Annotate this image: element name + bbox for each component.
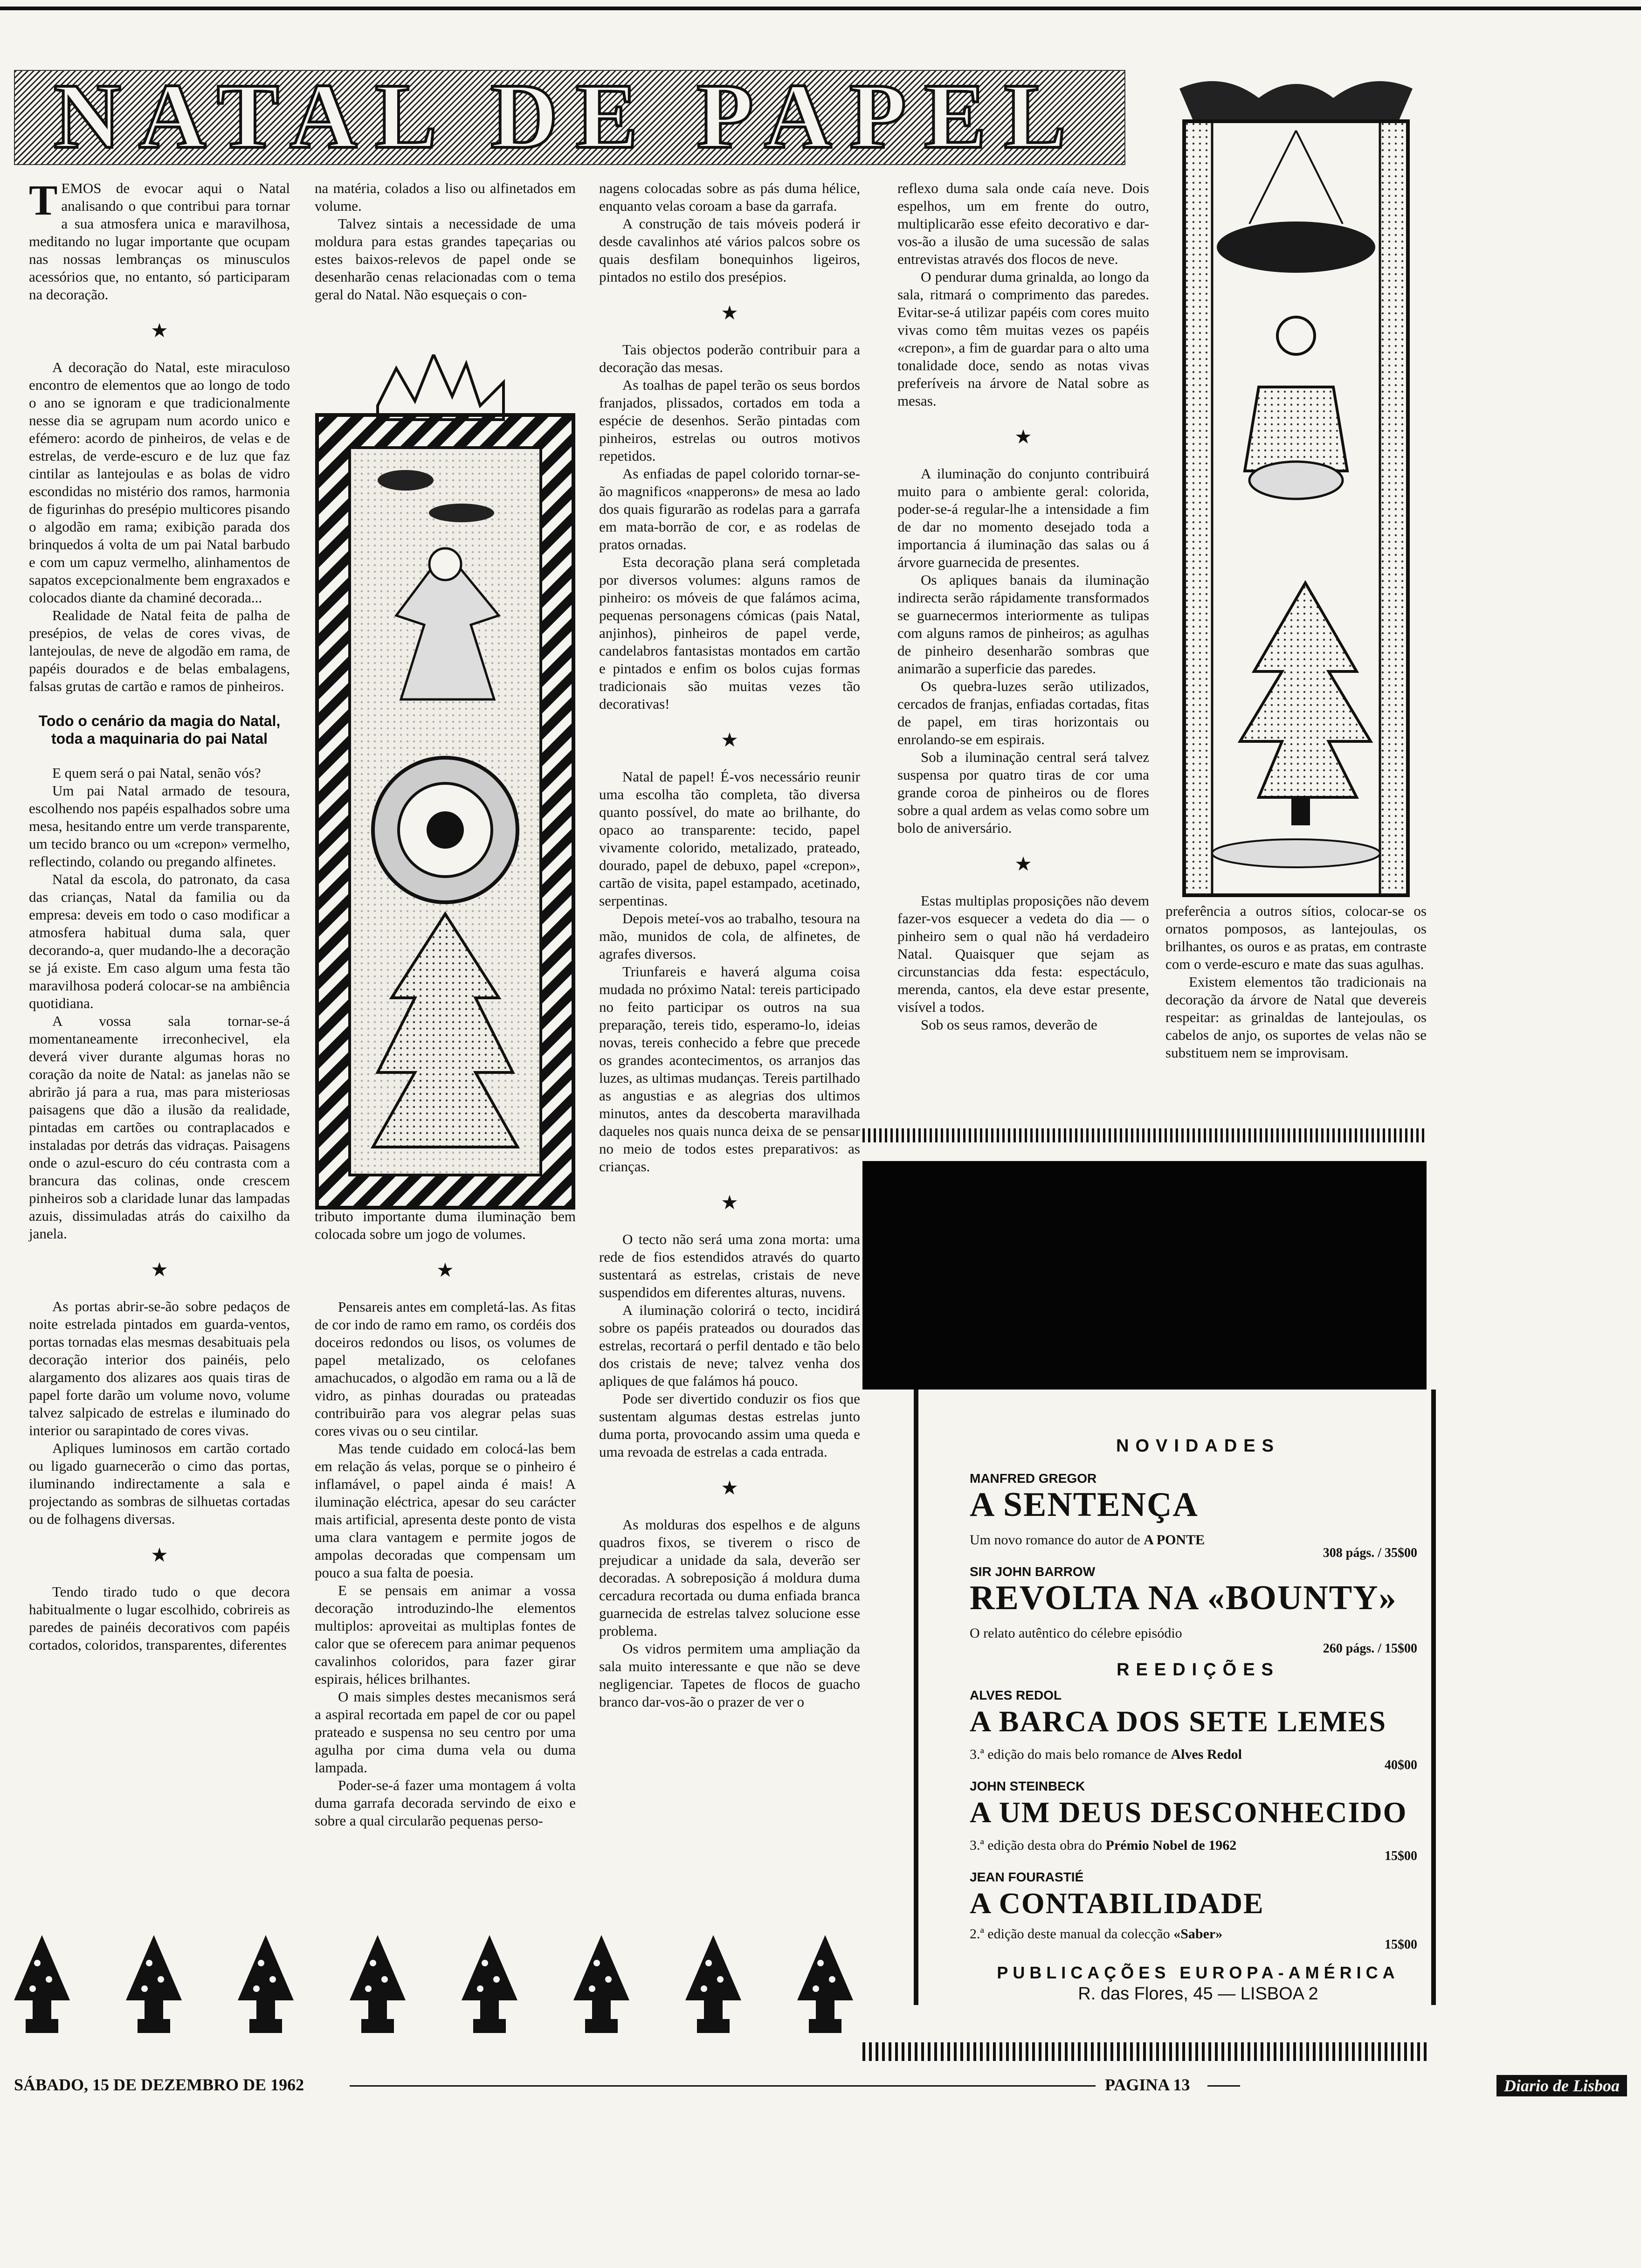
col1-p3: Realidade de Natal feita de palha de presépios, de velas de cores vivas, de lantejoulas, de neve de algodão em rama, de papéis dourados e de belas embalagens, falsas grutas de cartão e ramos de pinheiros. <box>29 607 290 694</box>
ad-book4-price: 15$00 <box>1385 1849 1417 1863</box>
col3-p11: A iluminação colorirá o tecto, incidirá sobre os papéis prateados ou dourados das estrelas, recortará o perfil dentado e tão belo dos cristais de neve; talvez venha dos apliques de que falámos há pouco. <box>599 1302 860 1389</box>
column-2-top <box>315 180 576 304</box>
col1-p7: A vossa sala tornar-se-á momentaneamente irreconhecivel, ela deverá viver durante algumas horas no coração da noite de Natal: as janelas não se abrirão já para a rua, mas para misteriosas paisagens que dão a ilusão da realidade, pintadas em cartões ou contraplacados e instaladas por detrás das vidraças. Paisagens onde o azul-escuro do céu contrasta com a brancura das colinas, onde crescem pinheiros sob a claridade lunar das lampadas azuis, dissimuladas atrás do caixilho da janela. <box>29 1013 290 1242</box>
christmas-trees-border <box>14 1930 1380 2038</box>
col3-p7: Natal de papel! É-vos necessário reunir uma escolha tão completa, tão diversa quanto possível, do mate ao brilhante, do opaco ao transparente: tecido, papel vivamente colorido, metalizado, prateado, dourado, papel de debuxo, papel «crepon», cartão de visita, papel estampado, acetinado, serpentinas. <box>599 768 860 909</box>
col3-p10: O tecto não será uma zona morta: uma rede de fios estendidos através do quarto sustentará as estrelas, cristais de neve suspendidos em diferentes alturas, nuvens. <box>599 1231 860 1300</box>
column-2-bottom <box>315 1208 576 1830</box>
col3-p1: nagens colocadas sobre as pás duma hélice, enquanto velas coroam a base da garrafa. <box>599 180 860 214</box>
tree-icon <box>350 1935 406 2033</box>
star-icon: ★ <box>436 1260 454 1281</box>
col2-p4: Pensareis antes em completá-las. As fitas de cor indo de ramo em ramo, os cordéis dos doceiros redondos ou lisos, os volumes de papel metalizado, os celofanes amachucados, o algodão em rama ou a lã de vidro, as pinhas douradas ou prateadas contribuirão para vos alegrar pelas suas cores vivas ou o seu cintilar. <box>315 1299 576 1439</box>
col1-subheading: Todo o cenário da magia do Natal, toda a maquinaria do pai Natal <box>38 712 281 747</box>
col2-p2: Talvez sintais a necessidade de uma moldura para estas grandes tapeçarias ou estes baixos-relevos de papel onde se desenharão cenas relacionadas com o tema geral do Natal. Não esqueçais o con- <box>315 215 576 303</box>
col3-p9: Triunfareis e haverá alguma coisa mudada no próximo Natal: tereis participado no feito participar os outros na sua preparação, tereis tido, esperamo-lo, ideias novas, tereis conhecido a febre que precede os grandes acontecimentos, os arranjos das luzes, as ultimas mudanças. Tereis partilhado as angustias e as alegrias dos ultimos minutos, antes da descoberta maravilhada daqueles nos quais nunca deixa de se pensar no meio de todos estes preparativos: as crianças. <box>599 963 860 1175</box>
col3-p8: Depois meteí-vos ao trabalho, tesoura na mão, munidos de cola, de alfinetes, de agrafes diversos. <box>599 910 860 962</box>
drop-cap: T <box>29 176 58 224</box>
col2-p6: E se pensais em animar a vossa decoração introduzindo-lhe elementos multiplos: aproveitai as multiplas fontes de calor que se oferecem para animar pequenos cavalinhos coloridos, para fazer girar espirais, hélices brilhantes. <box>315 1582 576 1687</box>
col1-p1: EMOS de evocar aqui o Natal analisando o que contribui para tornar a sua atmosfera unica e maravilhosa, meditando no lugar importante que ocupam nas nossas lembranças os minusculos acessórios que, no entanto, só participaram na decoração. <box>29 180 290 303</box>
star-icon: ★ <box>1014 427 1032 448</box>
top-rule <box>0 7 1641 10</box>
lantern-panel-illustration <box>1165 70 1427 900</box>
col3-p4: As toalhas de papel terão os seus bordos franjados, plissados, cortados em toda a espécie de desenhos. Serão pintadas com pinheiros, estrelas ou outros motivos repetidos. <box>599 377 860 464</box>
col3-p6: Esta decoração plana será completada por diversos volumes: alguns ramos de pinheiro: os móveis de que falámos acima, pequenas personagens cómicas (pais Natal, anjinhos), pinheiros de papel verde, candelabros fantasistas montados em cartão e pintados e enfim os bolos cujas formas tradicionais são muitas vezes tão decorativas! <box>599 554 860 712</box>
column-5 <box>1165 902 1427 1062</box>
col4-p3: A iluminação do conjunto contribuirá muito para o ambiente geral: colorida, poder-se-á regular-lhe a intensidade a fim de dar no momento desejado toda a importancia á iluminação das salas ou á árvore guarnecida de presentes. <box>897 465 1149 570</box>
ad-book4-title: A UM DEUS DESCONHECIDO <box>970 1796 1407 1829</box>
ad-book2-price: 260 págs. / 15$00 <box>1323 1641 1417 1656</box>
ad-book1-author: MANFRED GREGOR <box>970 1471 1097 1486</box>
tree-icon <box>238 1935 294 2033</box>
ad-book5-price: 15$00 <box>1385 1937 1417 1952</box>
tree-icon <box>462 1935 517 2033</box>
col4-p4: Os apliques banais da iluminação indirecta serão rápidamente transformados se guarnecermos interiormente as tulipas com alguns ramos de pinheiros; as agulhas de pinheiro desenharão sombras que animarão a superficie das paredes. <box>897 572 1149 677</box>
star-icon: ★ <box>1014 854 1032 875</box>
col1-p6: Natal da escola, do patronato, da casa das crianças, Natal da familia ou da empresa: deveis em todo o caso modificar a atmosfera habitual duma sala, quer decorando-a, quer mudando-lhe a decoração se já existe. Em caso algum uma festa tão maravilhosa poderá colocar-se na ambiência quotidiana. <box>29 871 290 1011</box>
column-3 <box>599 180 860 1711</box>
col1-p4: E quem será o pai Natal, senão vós? <box>52 765 261 781</box>
ad-book1-title: A SENTENÇA <box>970 1486 1199 1524</box>
col1-p8: As portas abrir-se-ão sobre pedaços de noite estrelada pintados em guarda-ventos, portas tornadas elas mesmas desabituais pela decoração interior dos painéis, pelo alargamento dos alizares aos quais tiras de papel forte darão um volume novo, volume talvez salpicado de estrelas e iluminado do interior ou sarapintado de cores vivas. <box>29 1298 290 1438</box>
ad-book3-author: ALVES REDOL <box>970 1688 1062 1702</box>
page-footer <box>14 2075 1627 2098</box>
star-icon: ★ <box>721 1478 738 1499</box>
col3-p2: A construção de tais móveis poderá ir desde cavalinhos até vários palcos sobre os quais desfilam bonequinhos ligeiros, pintados no estilo dos presépios. <box>599 215 860 285</box>
ad-address: R. das Flores, 45 — LISBOA 2 <box>1078 1984 1318 2004</box>
ad-book2-title: REVOLTA NA «BOUNTY» <box>970 1579 1397 1617</box>
col3-p13: As molduras dos espelhos e de alguns quadros fixos, se tiverem o risco de prejudicar a unidade da sala, deverão ser decoradas. A sobreposição á moldura duma cercadura recortada ou duma enfiada branca guarnecida de estrelas talvez solucione esse problema. <box>599 1516 860 1639</box>
tree-icon <box>126 1935 182 2033</box>
ad-bottom-border <box>862 2042 1427 2061</box>
tree-icon <box>14 1935 70 2033</box>
ad-book1-desc: Um novo romance do autor de A PONTE <box>970 1532 1205 1548</box>
star-icon: ★ <box>721 303 738 324</box>
ad-book2-author: SIR JOHN BARROW <box>970 1564 1096 1579</box>
ad-book5-desc: 2.ª edição deste manual da colecção «Saber» <box>970 1926 1223 1942</box>
col2-p7: O mais simples destes mecanismos será a aspiral recortada em papel de cor ou papel prateado e suspensa no seu centro por uma agulha por cima duma vela ou duma lampada. <box>315 1688 576 1776</box>
col3-p14: Os vidros permitem uma ampliação da sala muito interessante e que não se deve negligenciar. Tapetes de flocos de guacho branco dar-vos-ão o prazer de ver o <box>599 1640 860 1710</box>
col1-p9: Apliques luminosos em cartão cortado ou ligado guarnecerão o cimo das portas, iluminando indirectamente a sala e projectando as sombras de silhuetas cortadas ou de folhagens diversas. <box>29 1440 290 1527</box>
ad-book3-price: 40$00 <box>1385 1758 1417 1772</box>
col1-p5: Um pai Natal armado de tesoura, escolhendo nos papéis espalhados sobre uma mesa, hesitando entre um verde transparente, um tecido branco ou um «crepon» vermelho, reflectindo, colando ou pregando alfinetes. <box>29 782 290 870</box>
col5-p1: preferência a outros sítios, colocar-se os ornatos pomposos, as lantejoulas, os brilhantes, os ouros e as pratas, em contraste com o verde-escuro e mate das suas agulhas. <box>1165 903 1427 972</box>
star-icon: ★ <box>151 1259 168 1281</box>
col4-p6: Sob a iluminação central será talvez suspensa por quatro tiras de cor uma grande coroa de pinheiros ou de flores sobre a qual ardem as velas como sobre um bolo de aniversário. <box>897 749 1149 836</box>
footer-rule <box>350 2085 1096 2087</box>
col3-p3: Tais objectos poderão contribuir para a decoração das mesas. <box>599 341 860 375</box>
ad-book3-desc: 3.ª edição do mais belo romance de Alves Redol <box>970 1747 1242 1762</box>
col2-p1: na matéria, colados a liso ou alfinetados em volume. <box>315 180 576 214</box>
col4-p2: O pendurar duma grinalda, ao longo da sala, ritmará o comprimento das paredes. Evitar-se-á utilizar papéis com cores muito vivas como têm muitas vezes os papéis «crepon», a fim de guardar para o alto uma tonalidade doce, sendo as notas vivas preferíveis na árvore de Natal sobre as mesas. <box>897 269 1149 409</box>
ad-dark-block <box>862 1161 1427 1390</box>
decorated-panel-illustration <box>308 354 583 1212</box>
col3-p12: Pode ser divertido conduzir os fios que sustentam algumas destas estrelas junto duma porta, provocando assim uma queda e uma revoada de estrelas a cada entrada. <box>599 1390 860 1460</box>
footer-date: SÁBADO, 15 DE DEZEMBRO DE 1962 <box>14 2075 304 2094</box>
star-icon: ★ <box>151 320 168 342</box>
col1-p10: Tendo tirado tudo o que decora habitualmente o lugar escolhido, cobrireis as paredes de painéis decorativos com papéis cortados, coloridos, transparentes, diferentes <box>29 1583 290 1653</box>
col4-p8: Sob os seus ramos, deverão de <box>921 1016 1097 1033</box>
col5-p2: Existem elementos tão tradicionais na decoração da árvore de Natal que devereis respeitar: as grinaldas de lantejoulas, os cabelos de anjo, os suportes de velas não se substituem nem se improvisam. <box>1165 974 1427 1061</box>
ad-section-reedicoes: REEDIÇÕES <box>1117 1660 1280 1680</box>
page-title: NATAL DE PAPEL <box>54 65 1084 168</box>
tree-icon <box>797 1935 853 2033</box>
ad-publisher: PUBLICAÇÕES EUROPA-AMÉRICA <box>997 1963 1400 1982</box>
ad-book5-title: A CONTABILIDADE <box>970 1887 1264 1920</box>
ad-book4-desc: 3.ª edição desta obra do Prémio Nobel de 1962 <box>970 1838 1237 1853</box>
ad-book5-author: JEAN FOURASTIÉ <box>970 1870 1084 1884</box>
footer-page-number: PAGINA 13 <box>1105 2075 1190 2094</box>
ad-book2-desc: O relato autêntico do célebre episódio <box>970 1625 1182 1641</box>
column-4 <box>897 180 1149 1034</box>
star-icon: ★ <box>151 1545 168 1566</box>
book-advertisement <box>914 1390 1436 2005</box>
col4-p1: reflexo duma sala onde caía neve. Dois espelhos, um em frente do outro, multiplicarão esse efeito decorativo e dar-vos-ão a ilusão de uma sucessão de salas entrevistas através dos flocos de neve. <box>897 180 1149 267</box>
ad-book3-title: A BARCA DOS SETE LEMES <box>970 1705 1387 1738</box>
col3-p5: As enfiadas de papel colorido tornar-se-ão magnificos «napperons» de mesa ao lado dos quais figurarão as rodelas para a garrafa em mata-borrão de cor, e as rodelas de pratos ornadas. <box>599 465 860 553</box>
col1-p2: A decoração do Natal, este miraculoso encontro de elementos que ao longo de todo o ano se ignoram e que tradicionalmente nesse dia se agrupam num acordo unico e efémero: acordo de pinheiros, de velas e de estrelas, de verde-escuro e de luz que faz cintilar as lantejoulas e as bolas de vidro escondidas no mistério dos ramos, harmonia de figurinhas do presépio multicores pisando o algodão em rama; exibição parada dos brinquedos á volta de um pai Natal barbudo e com um capuz vermelho, alinhamentos de sapatos excepcionalmente bem engraxados e colocados diante da chaminé decorada... <box>29 359 290 606</box>
col2-p5: Mas tende cuidado em colocá-las bem em relação ás velas, porque se o pinheiro é inflamável, o papel ainda é mais! A iluminação eléctrica, apesar do seu carácter mais artificial, apresenta deste ponto de vista uma clara vantagem e permite jogos de ampolas decoradas que compensam um pouco a sua falta de poesia. <box>315 1440 576 1581</box>
tree-icon <box>685 1935 741 2033</box>
star-icon: ★ <box>721 730 738 751</box>
col2-p3: tributo importante duma iluminação bem colocada sobre um jogo de volumes. <box>315 1208 576 1242</box>
footer-rule <box>1207 2085 1240 2087</box>
tree-icon <box>573 1935 629 2033</box>
ad-book1-price: 308 págs. / 35$00 <box>1323 1546 1417 1560</box>
column-1 <box>29 176 290 1654</box>
star-icon: ★ <box>721 1192 738 1214</box>
ad-section-novidades: NOVIDADES <box>1116 1436 1280 1456</box>
ad-book4-author: JOHN STEINBECK <box>970 1779 1085 1793</box>
newspaper-logo: Diario de Lisboa <box>1496 2075 1627 2096</box>
col2-p8: Poder-se-á fazer uma montagem á volta duma garrafa decorada servindo de eixo e sobre a qual circularão pequenas perso- <box>315 1777 576 1829</box>
col4-p5: Os quebra-luzes serão utilizados, cercados de franjas, enfiadas cortadas, fitas de papel, em tiras horizontais ou enrolando-se em espirais. <box>897 678 1149 747</box>
col4-p7: Estas multiplas proposições não devem fazer-vos esquecer a vedeta do dia — o pinheiro sem o qual não há verdadeiro Natal. Quaisquer que sejam as circunstancias dda festa: espectáculo, merenda, cantos, ela deve estar presente, visível a todos. <box>897 892 1149 1015</box>
ad-top-border <box>862 1128 1427 1142</box>
